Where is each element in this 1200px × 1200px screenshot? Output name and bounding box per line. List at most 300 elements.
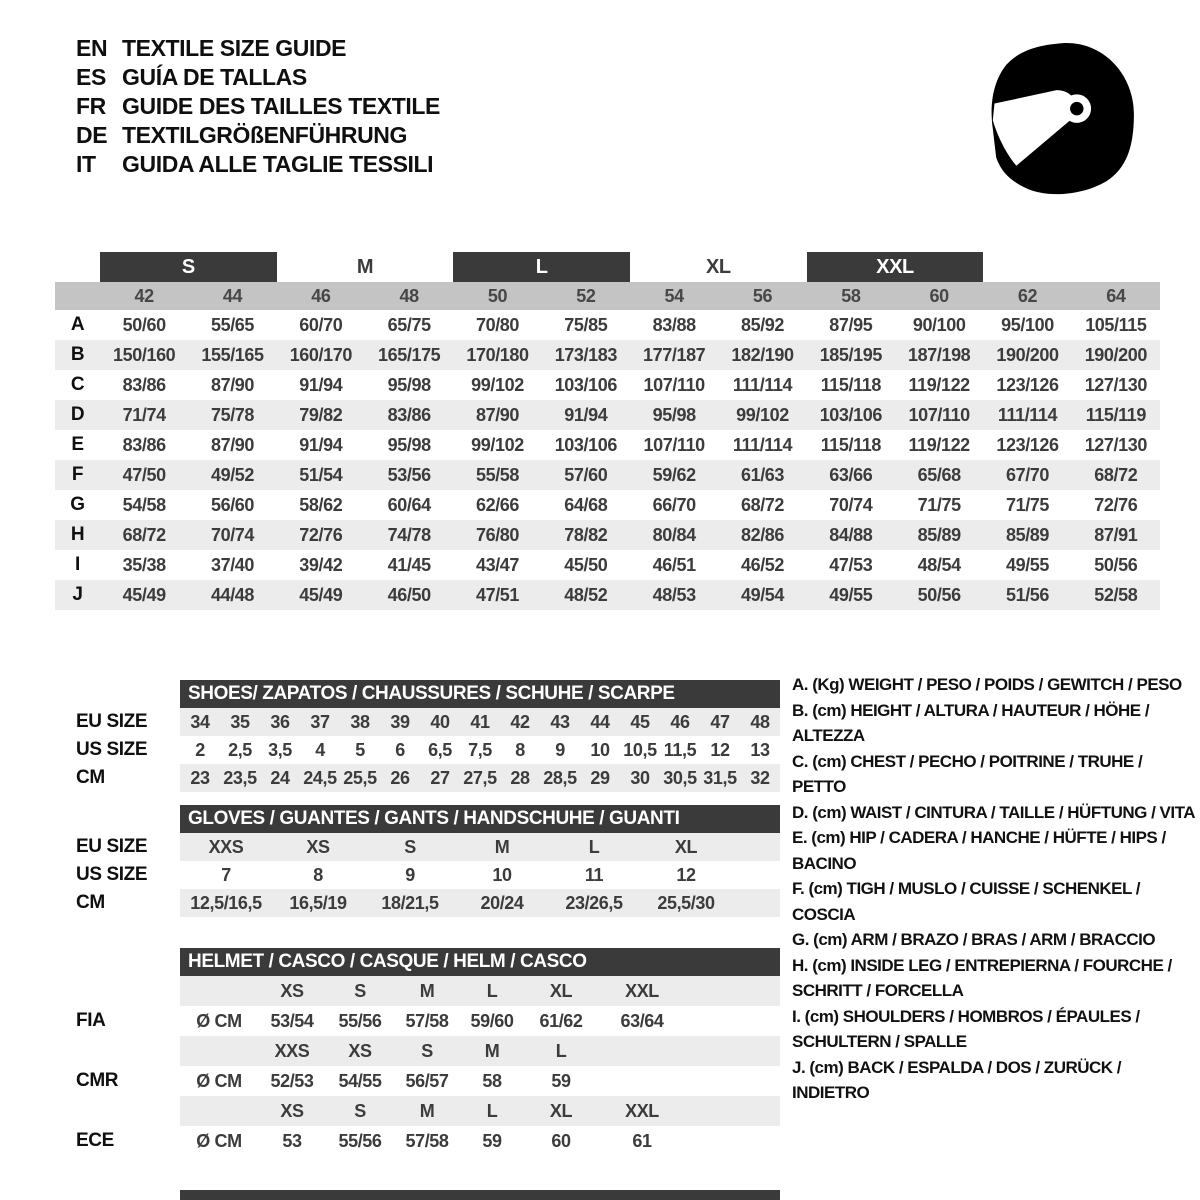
language-title: TEXTILE SIZE GUIDE bbox=[122, 35, 347, 61]
numeric-size-header-row bbox=[55, 282, 1160, 310]
size-group-label: XXL bbox=[807, 252, 984, 282]
gloves-value: XS bbox=[306, 836, 330, 857]
measurement-value: 160/170 bbox=[289, 344, 352, 365]
shoes-value: 11,5 bbox=[663, 739, 697, 760]
measurement-value: 87/91 bbox=[1094, 524, 1138, 545]
measurement-value: 87/95 bbox=[829, 314, 873, 335]
measurement-value: 65/75 bbox=[387, 314, 431, 335]
measurement-value: 43/47 bbox=[475, 554, 520, 575]
gloves-value: 9 bbox=[405, 864, 415, 885]
helmet-size-header: M bbox=[419, 1100, 435, 1121]
row-label: G bbox=[70, 494, 85, 515]
helmet-value: 53/54 bbox=[270, 1010, 314, 1031]
legend-item: H. (cm) INSIDE LEG / ENTREPIERNA / FOURCHE / SCHRITT / FORCELLA bbox=[792, 955, 1172, 1000]
measurement-value: 155/165 bbox=[201, 344, 264, 365]
measurement-value: 115/119 bbox=[1085, 404, 1146, 425]
measurement-value: 90/100 bbox=[912, 314, 966, 335]
measurement-value: 58/62 bbox=[299, 494, 343, 515]
shoes-value: 24 bbox=[270, 767, 290, 788]
language-row bbox=[76, 121, 440, 150]
helmet-value: 53 bbox=[282, 1130, 302, 1151]
size-group-header-row bbox=[55, 252, 1160, 282]
helmet-value: 52/53 bbox=[270, 1070, 314, 1091]
measurement-row bbox=[55, 520, 1160, 550]
helmet-size-header bbox=[598, 1036, 686, 1066]
measurement-value: 85/89 bbox=[917, 524, 961, 545]
shoes-value: 30 bbox=[630, 767, 650, 788]
textile-size-table bbox=[55, 252, 1160, 610]
shoes-value: 41 bbox=[470, 711, 490, 732]
helmet-size-header: XXL bbox=[625, 980, 659, 1001]
measurement-value: 107/110 bbox=[908, 404, 970, 425]
shoes-us-size-label: US SIZE bbox=[76, 739, 148, 760]
size-column-header: 52 bbox=[576, 285, 596, 306]
measurement-row bbox=[55, 370, 1160, 400]
helmet-value: 61/62 bbox=[539, 1010, 583, 1031]
measurement-value: 111/114 bbox=[997, 404, 1058, 425]
measurement-value: 48/52 bbox=[564, 584, 608, 605]
measurement-value: 170/180 bbox=[466, 344, 529, 365]
shoes-value: 30,5 bbox=[663, 767, 697, 788]
measurement-value: 70/80 bbox=[475, 314, 520, 335]
shoes-value: 43 bbox=[550, 711, 570, 732]
measurement-value: 68/72 bbox=[740, 494, 785, 515]
language-title: TEXTILGRÖßENFÜHRUNG bbox=[122, 122, 407, 148]
legend-item: I. (cm) SHOULDERS / HOMBROS / ÉPAULES / SCHULTERN / SPALLE bbox=[792, 1006, 1140, 1051]
shoes-value: 13 bbox=[750, 739, 770, 760]
row-label: C bbox=[70, 374, 85, 395]
shoes-value: 3,5 bbox=[268, 739, 292, 760]
measurement-value: 72/76 bbox=[299, 524, 343, 545]
measurement-value: 83/86 bbox=[122, 434, 166, 455]
measurement-value: 103/106 bbox=[819, 404, 882, 425]
helmet-size-header: S bbox=[354, 980, 366, 1001]
size-group-label: XL bbox=[705, 255, 731, 278]
measurement-value: 72/76 bbox=[1094, 494, 1138, 515]
helmet-value: 63/64 bbox=[620, 1010, 664, 1031]
language-code: ES bbox=[76, 64, 106, 90]
gloves-value: XL bbox=[674, 836, 698, 857]
language-row bbox=[76, 92, 440, 121]
size-column-header: 64 bbox=[1106, 285, 1126, 306]
helmet-unit-label: Ø CM bbox=[196, 1130, 242, 1151]
shoes-value: 48 bbox=[750, 711, 770, 732]
shoes-value: 2 bbox=[195, 739, 205, 760]
measurement-value: 54/58 bbox=[122, 494, 166, 515]
gloves-value: 20/24 bbox=[480, 892, 524, 913]
measurement-value: 47/50 bbox=[122, 464, 166, 485]
shoes-value: 31,5 bbox=[703, 767, 737, 788]
measurement-value: 50/56 bbox=[917, 584, 961, 605]
shoes-value: 5 bbox=[355, 739, 365, 760]
helmet-size-header: XXL bbox=[625, 1100, 659, 1121]
shoes-section-title: SHOES/ ZAPATOS / CHAUSSURES / SCHUHE / SCARPE bbox=[180, 680, 780, 708]
header-spacer bbox=[55, 252, 100, 282]
measurement-row bbox=[55, 580, 1160, 610]
measurement-value: 51/56 bbox=[1005, 584, 1050, 605]
gloves-cm-row bbox=[180, 889, 780, 917]
helmet-value: 57/58 bbox=[405, 1010, 449, 1031]
language-title: GUIDE DES TAILLES TEXTILE bbox=[122, 93, 440, 119]
gloves-value: S bbox=[404, 836, 416, 857]
measurement-value: 111/114 bbox=[732, 434, 793, 455]
shoes-value: 6,5 bbox=[428, 739, 452, 760]
shoes-value: 27 bbox=[430, 767, 450, 788]
row-label: F bbox=[71, 464, 84, 485]
measurement-value: 75/78 bbox=[210, 404, 255, 425]
measurement-row bbox=[55, 340, 1160, 370]
measurement-row bbox=[55, 490, 1160, 520]
measurement-value: 37/40 bbox=[210, 554, 255, 575]
measurement-value: 187/198 bbox=[908, 344, 971, 365]
shoes-value: 38 bbox=[350, 711, 370, 732]
shoes-value: 39 bbox=[390, 711, 410, 732]
measurement-value: 85/92 bbox=[740, 314, 785, 335]
measurement-row bbox=[55, 430, 1160, 460]
measurement-value: 78/82 bbox=[564, 524, 608, 545]
helmet-value: 55/56 bbox=[338, 1130, 382, 1151]
measurement-value: 190/200 bbox=[996, 344, 1059, 365]
measurement-value: 50/60 bbox=[122, 314, 166, 335]
gloves-value: 7 bbox=[221, 864, 231, 885]
gloves-value: 16,5/19 bbox=[289, 892, 347, 913]
helmet-section-title: HELMET / CASCO / CASQUE / HELM / CASCO bbox=[180, 948, 780, 976]
helmet-size-header: XL bbox=[549, 980, 573, 1001]
measurement-value: 182/190 bbox=[731, 344, 794, 365]
shoes-value: 28,5 bbox=[543, 767, 577, 788]
shoes-value: 29 bbox=[590, 767, 610, 788]
measurement-value: 47/51 bbox=[475, 584, 520, 605]
helmet-fia-label: FIA bbox=[76, 1010, 106, 1031]
size-column-header: 50 bbox=[487, 285, 508, 306]
gloves-value: 10 bbox=[492, 864, 512, 885]
measurement-value: 44/48 bbox=[210, 584, 255, 605]
measurement-value: 111/114 bbox=[732, 374, 793, 395]
shoes-section bbox=[180, 680, 780, 792]
measurement-value: 119/122 bbox=[908, 374, 970, 395]
legend-item: E. (cm) HIP / CADERA / HANCHE / HÜFTE / HIPS / BACINO bbox=[792, 828, 1166, 873]
legend-item: J. (cm) BACK / ESPALDA / DOS / ZURÜCK / INDIETRO bbox=[792, 1057, 1122, 1102]
measurement-value: 123/126 bbox=[996, 374, 1059, 395]
measurement-value: 71/75 bbox=[1005, 494, 1050, 515]
shoes-value: 25,5 bbox=[343, 767, 377, 788]
measurement-value: 80/84 bbox=[652, 524, 696, 545]
measurement-value: 95/98 bbox=[387, 434, 431, 455]
gloves-value: 8 bbox=[313, 864, 323, 885]
shoes-value: 37 bbox=[310, 711, 330, 732]
language-row bbox=[76, 150, 440, 179]
measurement-value: 67/70 bbox=[1005, 464, 1050, 485]
measurement-value: 87/90 bbox=[210, 374, 255, 395]
measurement-value: 66/70 bbox=[652, 494, 696, 515]
measurement-value: 84/88 bbox=[829, 524, 873, 545]
helmet-value: 59 bbox=[482, 1130, 502, 1151]
shoes-value: 42 bbox=[510, 711, 530, 732]
shoes-cm-row bbox=[180, 764, 780, 792]
helmet-size-header: M bbox=[484, 1040, 500, 1061]
measurement-value: 115/118 bbox=[820, 434, 881, 455]
measurement-value: 49/52 bbox=[210, 464, 255, 485]
gloves-eu-size-row bbox=[180, 833, 780, 861]
measurement-value: 99/102 bbox=[736, 404, 789, 425]
measurement-value: 62/66 bbox=[475, 494, 520, 515]
shoes-us-size-row bbox=[180, 736, 780, 764]
shoes-value: 10,5 bbox=[623, 739, 657, 760]
size-column-header: 44 bbox=[222, 285, 243, 306]
measurement-value: 99/102 bbox=[471, 374, 524, 395]
measurement-value: 45/49 bbox=[122, 584, 166, 605]
shoes-value: 12 bbox=[710, 739, 730, 760]
shoes-value: 36 bbox=[270, 711, 290, 732]
measurement-value: 68/72 bbox=[122, 524, 166, 545]
measurement-value: 45/50 bbox=[564, 554, 608, 575]
helmet-ece-size-row bbox=[180, 1096, 780, 1126]
measurement-value: 173/183 bbox=[554, 344, 617, 365]
helmet-value: 56/57 bbox=[405, 1070, 449, 1091]
helmet-size-header: L bbox=[555, 1040, 567, 1061]
measurement-value: 165/175 bbox=[378, 344, 441, 365]
shoes-value: 44 bbox=[590, 711, 610, 732]
measurement-value: 70/74 bbox=[829, 494, 873, 515]
shoes-value: 28 bbox=[510, 767, 530, 788]
measurement-value: 71/75 bbox=[917, 494, 961, 515]
measurement-value: 127/130 bbox=[1084, 434, 1147, 455]
shoes-eu-size-row bbox=[180, 708, 780, 736]
measurement-value: 61/63 bbox=[740, 464, 785, 485]
row-label: E bbox=[71, 434, 84, 455]
helmet-value: 58 bbox=[482, 1070, 502, 1091]
helmet-size-header: XXS bbox=[274, 1040, 310, 1061]
measurement-value: 83/86 bbox=[387, 404, 431, 425]
measurement-value: 87/90 bbox=[210, 434, 255, 455]
gloves-value: 12 bbox=[676, 864, 696, 885]
helmet-size-header: L bbox=[486, 1100, 498, 1121]
measurement-value: 190/200 bbox=[1084, 344, 1147, 365]
shoes-value: 9 bbox=[555, 739, 565, 760]
measurement-value: 74/78 bbox=[387, 524, 431, 545]
measurement-value: 57/60 bbox=[564, 464, 608, 485]
shoes-cm-label: CM bbox=[76, 767, 105, 788]
measurement-value: 85/89 bbox=[1005, 524, 1050, 545]
shoes-value: 45 bbox=[630, 711, 650, 732]
measurement-value: 83/88 bbox=[652, 314, 696, 335]
shoes-value: 35 bbox=[230, 711, 250, 732]
measurement-value: 59/62 bbox=[652, 464, 696, 485]
helmet-size-header: XS bbox=[280, 980, 304, 1001]
size-column-header: 58 bbox=[841, 285, 861, 306]
helmet-value: 59 bbox=[551, 1070, 571, 1091]
racing-helmet-icon bbox=[975, 33, 1145, 201]
language-title: GUIDA ALLE TAGLIE TESSILI bbox=[122, 151, 434, 177]
shoes-value: 23 bbox=[190, 767, 210, 788]
shoes-value: 26 bbox=[390, 767, 410, 788]
measurement-value: 71/74 bbox=[122, 404, 166, 425]
gloves-value: L bbox=[588, 836, 600, 857]
legend-item: D. (cm) WAIST / CINTURA / TAILLE / HÜFTUNG / VITA bbox=[792, 802, 1195, 822]
gloves-section-title: GLOVES / GUANTES / GANTS / HANDSCHUHE / GUANTI bbox=[180, 805, 780, 833]
language-title-list bbox=[76, 34, 440, 179]
legend-item: C. (cm) CHEST / PECHO / POITRINE / TRUHE / PETTO bbox=[792, 751, 1143, 796]
language-row bbox=[76, 34, 440, 63]
helmet-size-header: XS bbox=[348, 1040, 372, 1061]
helmet-value: 60 bbox=[551, 1130, 571, 1151]
measurement-value: 46/52 bbox=[740, 554, 785, 575]
measurement-value: 51/54 bbox=[299, 464, 343, 485]
size-column-header: 56 bbox=[752, 285, 773, 306]
measurement-value: 79/82 bbox=[299, 404, 343, 425]
row-label: A bbox=[70, 314, 85, 335]
gloves-section bbox=[180, 805, 780, 917]
helmet-unit-label: Ø CM bbox=[196, 1010, 242, 1031]
helmet-value bbox=[598, 1066, 686, 1096]
measurement-value: 95/98 bbox=[652, 404, 696, 425]
size-group-label: L bbox=[453, 252, 630, 282]
measurement-value: 49/55 bbox=[1005, 554, 1050, 575]
measurement-row bbox=[55, 550, 1160, 580]
shoes-value: 7,5 bbox=[468, 739, 492, 760]
language-row bbox=[76, 63, 440, 92]
gloves-value: 23/26,5 bbox=[565, 892, 623, 913]
measurement-value: 46/50 bbox=[387, 584, 431, 605]
measurement-value: 56/60 bbox=[210, 494, 255, 515]
cropped-section-bar bbox=[180, 1190, 780, 1200]
helmet-size-header: XL bbox=[549, 1100, 573, 1121]
measurement-value: 45/49 bbox=[299, 584, 343, 605]
measurement-value: 64/68 bbox=[564, 494, 608, 515]
helmet-fia-values-row bbox=[180, 1006, 780, 1036]
legend-item: F. (cm) TIGH / MUSLO / CUISSE / SCHENKEL / COSCIA bbox=[792, 879, 1141, 924]
language-code: FR bbox=[76, 93, 106, 119]
size-column-header: 46 bbox=[311, 285, 331, 306]
helmet-size-header: S bbox=[421, 1040, 433, 1061]
row-label: H bbox=[70, 524, 85, 545]
helmet-size-spacer bbox=[180, 1096, 258, 1126]
measurement-value: 49/54 bbox=[740, 584, 785, 605]
measurement-rows bbox=[55, 310, 1160, 610]
size-group-label: S bbox=[100, 252, 277, 282]
helmet-value: 55/56 bbox=[338, 1010, 382, 1031]
measurement-value: 60/70 bbox=[299, 314, 343, 335]
measurement-value: 123/126 bbox=[996, 434, 1059, 455]
helmet-cmr-label: CMR bbox=[76, 1070, 119, 1091]
measurement-value: 105/115 bbox=[1085, 314, 1147, 335]
measurement-value: 91/94 bbox=[564, 404, 608, 425]
helmet-section bbox=[180, 948, 780, 1156]
row-label: B bbox=[70, 344, 85, 365]
measurement-row bbox=[55, 400, 1160, 430]
gloves-us-size-row bbox=[180, 861, 780, 889]
measurement-value: 82/86 bbox=[740, 524, 785, 545]
helmet-size-header: S bbox=[354, 1100, 366, 1121]
measurement-value: 41/45 bbox=[387, 554, 431, 575]
measurement-value: 107/110 bbox=[643, 434, 705, 455]
shoes-value: 23,5 bbox=[223, 767, 257, 788]
shoes-value: 6 bbox=[395, 739, 405, 760]
size-column-header: 42 bbox=[134, 285, 154, 306]
size-column-header: 54 bbox=[664, 285, 684, 306]
language-code: DE bbox=[76, 122, 108, 148]
measurement-value: 95/98 bbox=[387, 374, 431, 395]
helmet-size-header: M bbox=[419, 980, 435, 1001]
measurement-value: 127/130 bbox=[1084, 374, 1147, 395]
helmet-ece-values-row bbox=[180, 1126, 780, 1156]
shoes-value: 4 bbox=[315, 739, 325, 760]
measurement-value: 52/58 bbox=[1094, 584, 1138, 605]
measurement-value: 55/65 bbox=[210, 314, 255, 335]
measurement-value: 115/118 bbox=[820, 374, 881, 395]
measurement-value: 48/54 bbox=[917, 554, 961, 575]
legend-item: A. (Kg) WEIGHT / PESO / POIDS / GEWITCH / PESO bbox=[792, 675, 1182, 694]
measurement-value: 91/94 bbox=[299, 434, 343, 455]
measurement-value: 99/102 bbox=[471, 434, 524, 455]
helmet-value: 61 bbox=[632, 1130, 652, 1151]
shoes-value: 40 bbox=[430, 711, 450, 732]
shoes-value: 32 bbox=[750, 767, 770, 788]
measurement-value: 87/90 bbox=[475, 404, 520, 425]
measurement-value: 55/58 bbox=[475, 464, 520, 485]
gloves-value: 12,5/16,5 bbox=[190, 892, 262, 913]
helmet-cmr-values-row bbox=[180, 1066, 780, 1096]
measurement-value: 103/106 bbox=[554, 374, 617, 395]
legend-item: G. (cm) ARM / BRAZO / BRAS / ARM / BRACCIO bbox=[792, 930, 1156, 949]
shoes-eu-size-label: EU SIZE bbox=[76, 711, 148, 732]
measurement-value: 119/122 bbox=[908, 434, 970, 455]
measurement-value: 47/53 bbox=[829, 554, 873, 575]
shoes-value: 46 bbox=[670, 711, 690, 732]
header-spacer bbox=[55, 282, 100, 310]
measurement-value: 70/74 bbox=[210, 524, 255, 545]
measurement-value: 53/56 bbox=[387, 464, 431, 485]
measurement-legend bbox=[792, 672, 1196, 1106]
measurement-value: 107/110 bbox=[643, 374, 705, 395]
gloves-eu-size-label: EU SIZE bbox=[76, 836, 148, 857]
measurement-value: 150/160 bbox=[113, 344, 176, 365]
measurement-value: 68/72 bbox=[1094, 464, 1138, 485]
measurement-value: 185/195 bbox=[819, 344, 882, 365]
language-code: EN bbox=[76, 35, 108, 61]
shoes-value: 24,5 bbox=[303, 767, 337, 788]
gloves-value: XXS bbox=[208, 836, 244, 857]
measurement-value: 39/42 bbox=[299, 554, 343, 575]
row-label: D bbox=[70, 404, 85, 425]
measurement-row bbox=[55, 460, 1160, 490]
size-column-header: 48 bbox=[399, 285, 419, 306]
gloves-value: 18/21,5 bbox=[381, 892, 439, 913]
size-column-header: 62 bbox=[1017, 285, 1038, 306]
shoes-value: 2,5 bbox=[228, 739, 252, 760]
helmet-fia-size-row bbox=[180, 976, 780, 1006]
measurement-value: 48/53 bbox=[652, 584, 696, 605]
measurement-value: 91/94 bbox=[299, 374, 343, 395]
measurement-value: 76/80 bbox=[475, 524, 520, 545]
legend-item: B. (cm) HEIGHT / ALTURA / HAUTEUR / HÖHE / ALTEZZA bbox=[792, 700, 1150, 745]
measurement-value: 177/187 bbox=[643, 344, 706, 365]
measurement-value: 103/106 bbox=[554, 434, 617, 455]
measurement-value: 65/68 bbox=[917, 464, 961, 485]
measurement-value: 60/64 bbox=[387, 494, 431, 515]
measurement-value: 95/100 bbox=[1001, 314, 1054, 335]
measurement-value: 35/38 bbox=[122, 554, 166, 575]
helmet-ece-label: ECE bbox=[76, 1130, 114, 1151]
measurement-value: 46/51 bbox=[652, 554, 696, 575]
measurement-value: 75/85 bbox=[564, 314, 608, 335]
helmet-value: 57/58 bbox=[405, 1130, 449, 1151]
helmet-value: 59/60 bbox=[470, 1010, 514, 1031]
measurement-value: 83/86 bbox=[122, 374, 166, 395]
gloves-value: 25,5/30 bbox=[657, 892, 715, 913]
helmet-size-header: L bbox=[486, 980, 498, 1001]
helmet-unit-label: Ø CM bbox=[196, 1070, 242, 1091]
